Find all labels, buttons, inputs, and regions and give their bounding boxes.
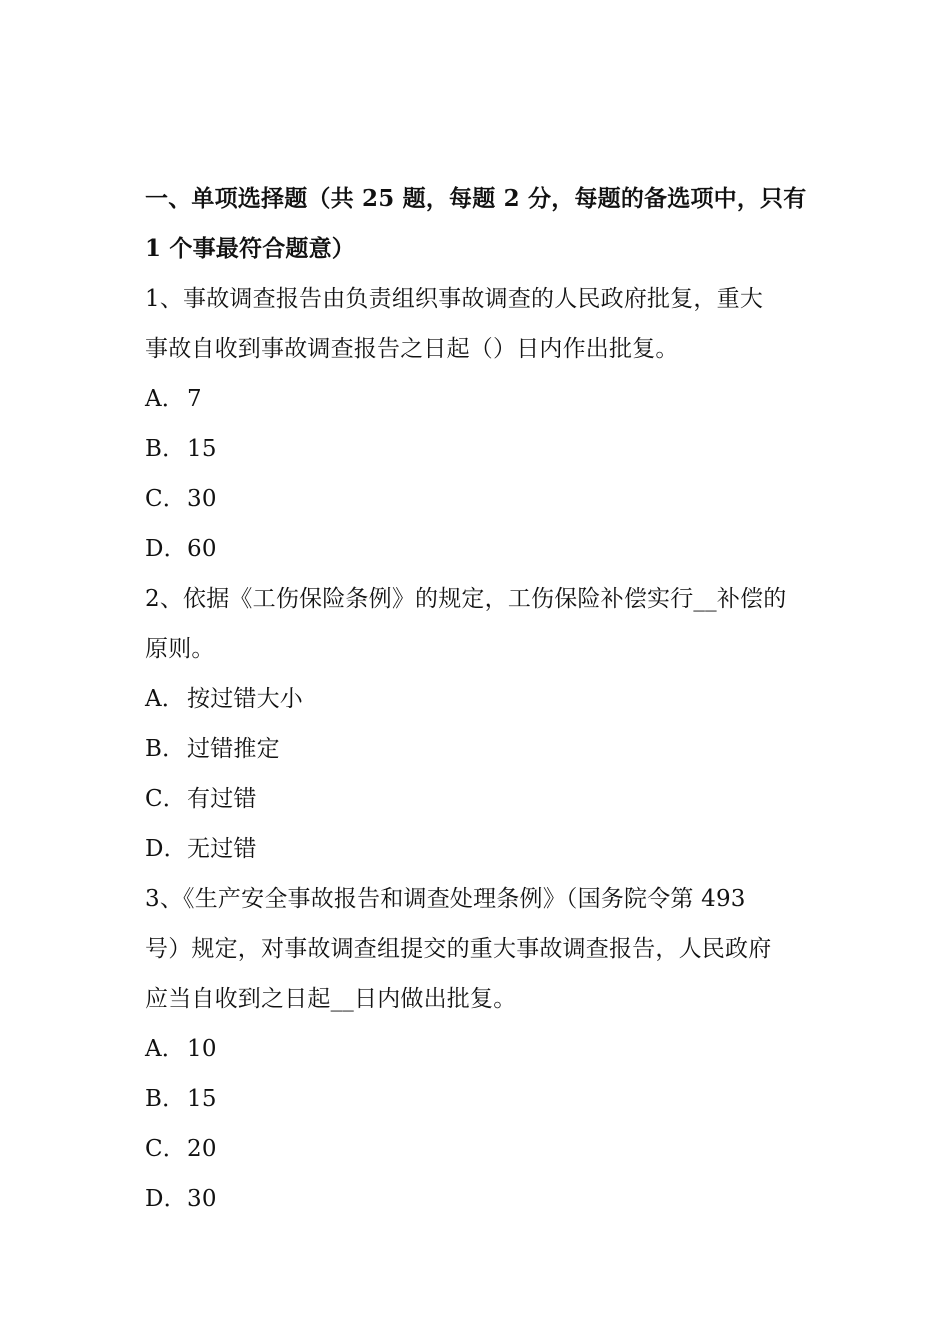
exam-content — [145, 174, 810, 1224]
option-a — [145, 1024, 810, 1074]
option-text: 20 — [187, 1136, 217, 1162]
option-text: 15 — [187, 1086, 217, 1112]
option-letter: A． — [145, 686, 186, 712]
option-text: 按过错大小 — [187, 686, 303, 712]
option-letter: C． — [145, 1136, 186, 1162]
section-heading-line: 1 个事最符合题意） — [145, 235, 356, 262]
option-letter: D． — [145, 536, 187, 562]
question-stem-line: 1、事故调查报告由负责组织事故调查的人民政府批复，重大 — [145, 286, 764, 312]
option-letter: C． — [145, 786, 186, 812]
option-text: 7 — [187, 386, 202, 412]
option-text: 15 — [187, 436, 217, 462]
option-b — [145, 424, 810, 474]
option-text: 有过错 — [187, 786, 257, 812]
option-letter: B． — [145, 1086, 186, 1112]
option-text: 过错推定 — [187, 736, 280, 762]
option-d — [145, 524, 810, 574]
question-stem-line: 号）规定，对事故调查组提交的重大事故调查报告，人民政府 — [145, 936, 772, 962]
question-2 — [145, 574, 810, 874]
question-stem-line: 2、依据《工伤保险条例》的规定，工伤保险补偿实行__补偿的 — [145, 586, 787, 612]
question-stem-line: 应当自收到之日起__日内做出批复。 — [145, 986, 517, 1012]
question-3 — [145, 874, 810, 1224]
question-stem-line: 原则。 — [145, 636, 215, 662]
option-text: 30 — [187, 486, 217, 512]
option-c — [145, 774, 810, 824]
option-c — [145, 1124, 810, 1174]
option-c — [145, 474, 810, 524]
option-letter: D． — [145, 836, 187, 862]
question-1 — [145, 274, 810, 574]
section-heading-line: 一、单项选择题（共 25 题，每题 2 分，每题的备选项中，只有 — [145, 185, 807, 212]
question-stem-line: 3、《生产安全事故报告和调查处理条例》（国务院令第 493 — [145, 886, 746, 912]
option-letter: A． — [145, 1036, 186, 1062]
question-stem-line: 事故自收到事故调查报告之日起（）日内作出批复。 — [145, 336, 679, 362]
option-text: 10 — [187, 1036, 217, 1062]
option-letter: C． — [145, 486, 186, 512]
option-text: 30 — [187, 1186, 217, 1212]
option-letter: D． — [145, 1186, 187, 1212]
option-d — [145, 1174, 810, 1224]
option-letter: A． — [145, 386, 186, 412]
option-a — [145, 374, 810, 424]
option-letter: B． — [145, 736, 186, 762]
option-d — [145, 824, 810, 874]
option-b — [145, 1074, 810, 1124]
option-text: 无过错 — [187, 836, 257, 862]
section-heading — [145, 174, 810, 274]
option-a — [145, 674, 810, 724]
option-letter: B． — [145, 436, 186, 462]
option-text: 60 — [187, 536, 217, 562]
option-b — [145, 724, 810, 774]
